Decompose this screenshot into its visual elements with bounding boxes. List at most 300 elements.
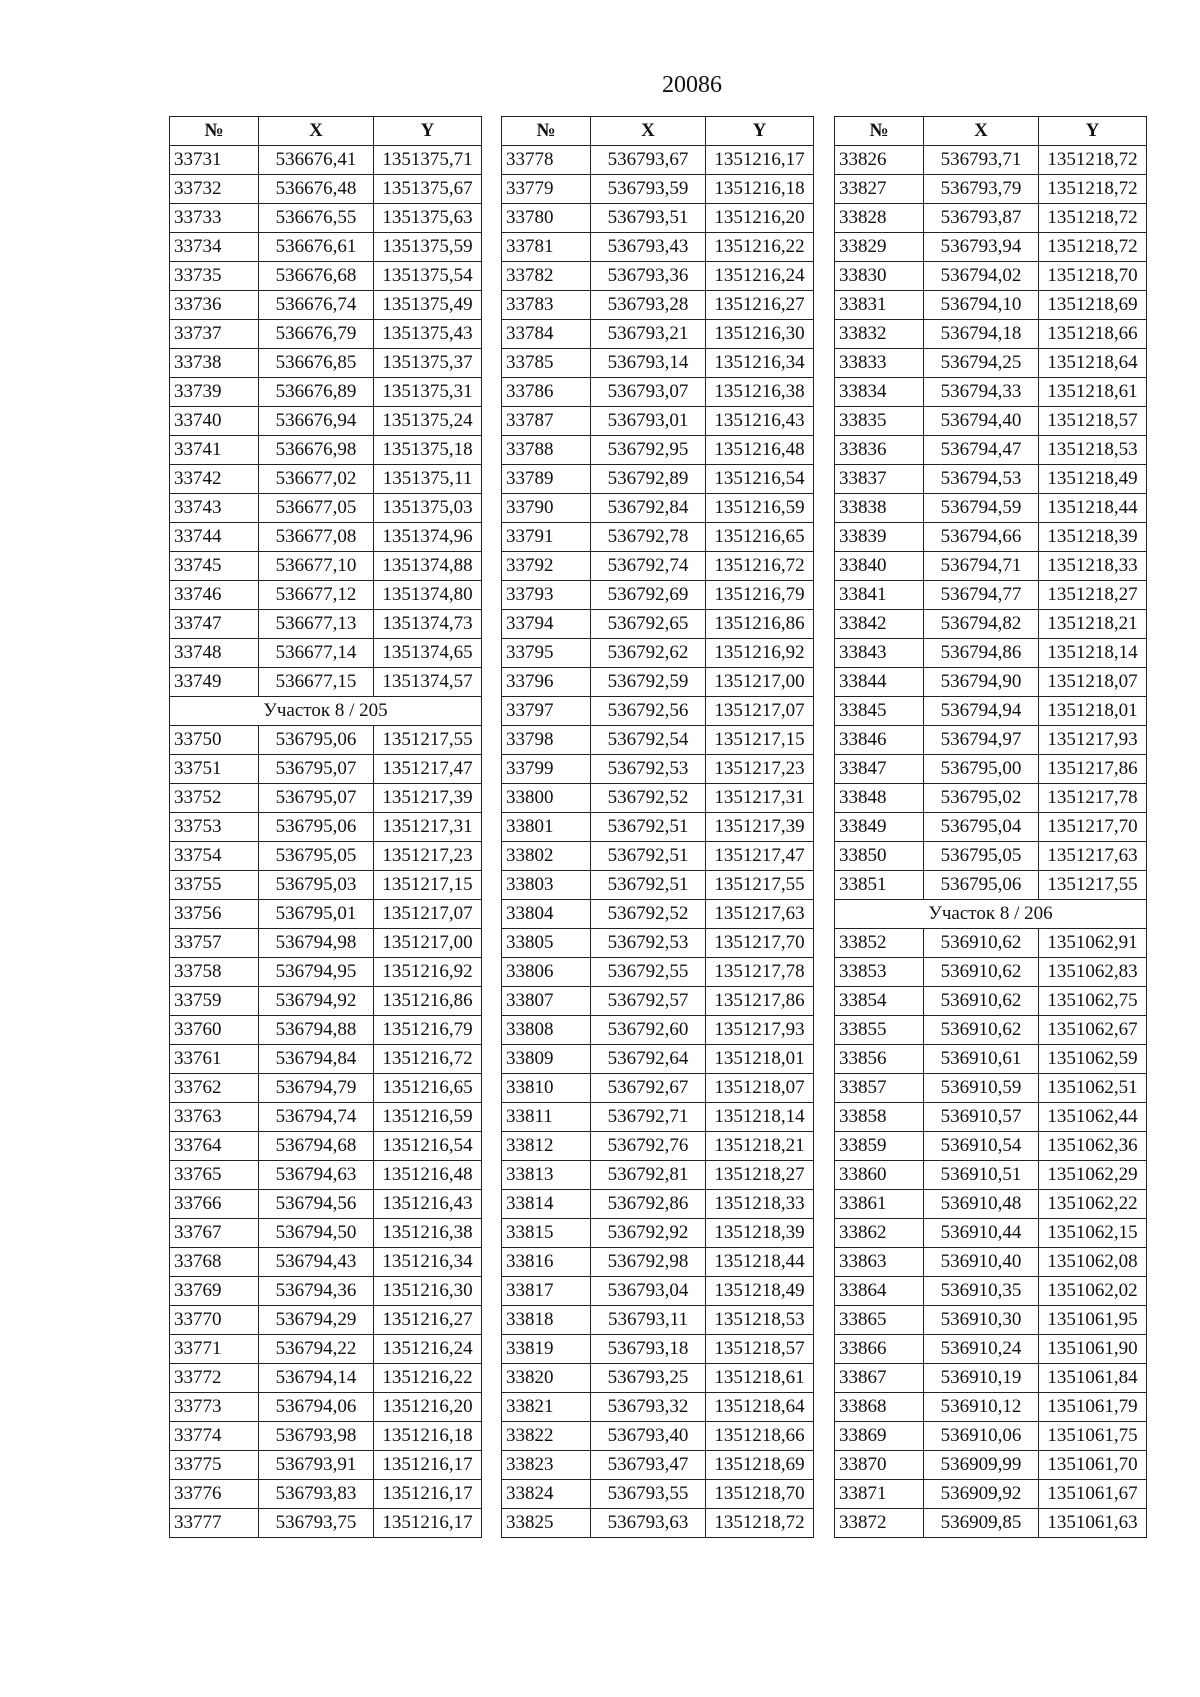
x-coordinate-cell: 536792,95 [591, 436, 706, 465]
point-number-cell: 33772 [170, 1364, 259, 1393]
table-row [835, 204, 1147, 233]
y-coordinate-cell: 1351218,57 [706, 1335, 814, 1364]
y-coordinate-cell: 1351374,73 [374, 610, 482, 639]
point-number-cell: 33789 [502, 465, 591, 494]
x-coordinate-cell: 536792,51 [591, 871, 706, 900]
table-row [502, 755, 814, 784]
x-coordinate-cell: 536792,92 [591, 1219, 706, 1248]
header-number: № [502, 117, 591, 146]
y-coordinate-cell: 1351216,65 [374, 1074, 482, 1103]
x-coordinate-cell: 536792,69 [591, 581, 706, 610]
x-coordinate-cell: 536792,51 [591, 813, 706, 842]
point-number-cell: 33750 [170, 726, 259, 755]
point-number-cell: 33843 [835, 639, 924, 668]
x-coordinate-cell: 536792,89 [591, 465, 706, 494]
point-number-cell: 33742 [170, 465, 259, 494]
x-coordinate-cell: 536793,87 [924, 204, 1039, 233]
x-coordinate-cell: 536794,29 [259, 1306, 374, 1335]
x-coordinate-cell: 536677,13 [259, 610, 374, 639]
point-number-cell: 33781 [502, 233, 591, 262]
y-coordinate-cell: 1351218,53 [706, 1306, 814, 1335]
point-number-cell: 33780 [502, 204, 591, 233]
table-row [502, 262, 814, 291]
y-coordinate-cell: 1351218,66 [1039, 320, 1147, 349]
table-row [170, 1103, 482, 1132]
y-coordinate-cell: 1351218,70 [706, 1480, 814, 1509]
point-number-cell: 33782 [502, 262, 591, 291]
y-coordinate-cell: 1351216,86 [706, 610, 814, 639]
y-coordinate-cell: 1351217,63 [706, 900, 814, 929]
point-number-cell: 33794 [502, 610, 591, 639]
x-coordinate-cell: 536792,55 [591, 958, 706, 987]
table-row [170, 1364, 482, 1393]
point-number-cell: 33822 [502, 1422, 591, 1451]
table-row [835, 929, 1147, 958]
table-row [835, 1045, 1147, 1074]
y-coordinate-cell: 1351375,63 [374, 204, 482, 233]
coordinate-table-2 [501, 116, 814, 1538]
point-number-cell: 33783 [502, 291, 591, 320]
y-coordinate-cell: 1351218,27 [706, 1161, 814, 1190]
point-number-cell: 33868 [835, 1393, 924, 1422]
y-coordinate-cell: 1351217,55 [374, 726, 482, 755]
header-x: X [259, 117, 374, 146]
table-row [835, 523, 1147, 552]
point-number-cell: 33869 [835, 1422, 924, 1451]
table-row [502, 494, 814, 523]
point-number-cell: 33833 [835, 349, 924, 378]
point-number-cell: 33815 [502, 1219, 591, 1248]
y-coordinate-cell: 1351374,96 [374, 523, 482, 552]
point-number-cell: 33817 [502, 1277, 591, 1306]
point-number-cell: 33743 [170, 494, 259, 523]
x-coordinate-cell: 536677,12 [259, 581, 374, 610]
point-number-cell: 33779 [502, 175, 591, 204]
table-header [170, 117, 482, 146]
table-row [170, 755, 482, 784]
point-number-cell: 33818 [502, 1306, 591, 1335]
point-number-cell: 33769 [170, 1277, 259, 1306]
table-row [835, 291, 1147, 320]
y-coordinate-cell: 1351218,72 [706, 1509, 814, 1538]
table-row [170, 349, 482, 378]
table-row [170, 1306, 482, 1335]
table-row [502, 813, 814, 842]
point-number-cell: 33861 [835, 1190, 924, 1219]
x-coordinate-cell: 536793,25 [591, 1364, 706, 1393]
y-coordinate-cell: 1351217,70 [1039, 813, 1147, 842]
table-row [502, 1364, 814, 1393]
point-number-cell: 33790 [502, 494, 591, 523]
point-number-cell: 33867 [835, 1364, 924, 1393]
x-coordinate-cell: 536793,36 [591, 262, 706, 291]
point-number-cell: 33872 [835, 1509, 924, 1538]
y-coordinate-cell: 1351217,00 [706, 668, 814, 697]
table-row [835, 1393, 1147, 1422]
y-coordinate-cell: 1351375,37 [374, 349, 482, 378]
point-number-cell: 33809 [502, 1045, 591, 1074]
table-row [170, 1045, 482, 1074]
y-coordinate-cell: 1351216,22 [374, 1364, 482, 1393]
table-row [170, 813, 482, 842]
header-x: X [591, 117, 706, 146]
table-row [502, 1509, 814, 1538]
table-row [170, 1248, 482, 1277]
point-number-cell: 33816 [502, 1248, 591, 1277]
y-coordinate-cell: 1351217,70 [706, 929, 814, 958]
point-number-cell: 33736 [170, 291, 259, 320]
y-coordinate-cell: 1351216,17 [374, 1509, 482, 1538]
x-coordinate-cell: 536793,55 [591, 1480, 706, 1509]
point-number-cell: 33826 [835, 146, 924, 175]
y-coordinate-cell: 1351216,54 [706, 465, 814, 494]
header-number: № [170, 117, 259, 146]
point-number-cell: 33814 [502, 1190, 591, 1219]
y-coordinate-cell: 1351375,49 [374, 291, 482, 320]
point-number-cell: 33860 [835, 1161, 924, 1190]
table-row [835, 1306, 1147, 1335]
point-number-cell: 33866 [835, 1335, 924, 1364]
header-y: Y [1039, 117, 1147, 146]
point-number-cell: 33849 [835, 813, 924, 842]
table-body [835, 146, 1147, 1538]
table-row [502, 1393, 814, 1422]
y-coordinate-cell: 1351062,83 [1039, 958, 1147, 987]
y-coordinate-cell: 1351375,54 [374, 262, 482, 291]
y-coordinate-cell: 1351216,72 [374, 1045, 482, 1074]
x-coordinate-cell: 536793,51 [591, 204, 706, 233]
x-coordinate-cell: 536793,91 [259, 1451, 374, 1480]
point-number-cell: 33845 [835, 697, 924, 726]
x-coordinate-cell: 536676,89 [259, 378, 374, 407]
x-coordinate-cell: 536677,14 [259, 639, 374, 668]
point-number-cell: 33842 [835, 610, 924, 639]
table-row [502, 1045, 814, 1074]
y-coordinate-cell: 1351218,01 [1039, 697, 1147, 726]
point-number-cell: 33859 [835, 1132, 924, 1161]
x-coordinate-cell: 536677,02 [259, 465, 374, 494]
table-row [170, 610, 482, 639]
table-row [502, 407, 814, 436]
x-coordinate-cell: 536794,59 [924, 494, 1039, 523]
point-number-cell: 33828 [835, 204, 924, 233]
x-coordinate-cell: 536795,01 [259, 900, 374, 929]
table-row [502, 1277, 814, 1306]
y-coordinate-cell: 1351216,24 [706, 262, 814, 291]
table-row [502, 697, 814, 726]
y-coordinate-cell: 1351061,84 [1039, 1364, 1147, 1393]
table-row [502, 1132, 814, 1161]
x-coordinate-cell: 536794,82 [924, 610, 1039, 639]
table-row [502, 1248, 814, 1277]
x-coordinate-cell: 536794,06 [259, 1393, 374, 1422]
point-number-cell: 33808 [502, 1016, 591, 1045]
table-row [835, 639, 1147, 668]
point-number-cell: 33858 [835, 1103, 924, 1132]
x-coordinate-cell: 536792,65 [591, 610, 706, 639]
y-coordinate-cell: 1351218,39 [1039, 523, 1147, 552]
table-row [502, 1219, 814, 1248]
table-row [835, 1364, 1147, 1393]
x-coordinate-cell: 536792,84 [591, 494, 706, 523]
table-row [502, 726, 814, 755]
y-coordinate-cell: 1351218,49 [706, 1277, 814, 1306]
x-coordinate-cell: 536676,55 [259, 204, 374, 233]
table-row [170, 233, 482, 262]
y-coordinate-cell: 1351216,72 [706, 552, 814, 581]
y-coordinate-cell: 1351218,49 [1039, 465, 1147, 494]
y-coordinate-cell: 1351217,39 [706, 813, 814, 842]
table-row [170, 639, 482, 668]
x-coordinate-cell: 536795,05 [259, 842, 374, 871]
x-coordinate-cell: 536792,59 [591, 668, 706, 697]
table-row [835, 1219, 1147, 1248]
table-row [835, 813, 1147, 842]
point-number-cell: 33756 [170, 900, 259, 929]
y-coordinate-cell: 1351374,88 [374, 552, 482, 581]
x-coordinate-cell: 536794,18 [924, 320, 1039, 349]
table-row [170, 929, 482, 958]
point-number-cell: 33827 [835, 175, 924, 204]
section-row [835, 900, 1147, 929]
x-coordinate-cell: 536794,22 [259, 1335, 374, 1364]
table-row [835, 1161, 1147, 1190]
page-number: 20086 [662, 72, 722, 98]
x-coordinate-cell: 536794,10 [924, 291, 1039, 320]
point-number-cell: 33851 [835, 871, 924, 900]
x-coordinate-cell: 536794,50 [259, 1219, 374, 1248]
y-coordinate-cell: 1351375,59 [374, 233, 482, 262]
y-coordinate-cell: 1351216,79 [374, 1016, 482, 1045]
point-number-cell: 33737 [170, 320, 259, 349]
table-row [835, 1277, 1147, 1306]
table-row [170, 1074, 482, 1103]
x-coordinate-cell: 536793,04 [591, 1277, 706, 1306]
y-coordinate-cell: 1351216,27 [374, 1306, 482, 1335]
point-number-cell: 33846 [835, 726, 924, 755]
table-row [170, 1335, 482, 1364]
y-coordinate-cell: 1351218,72 [1039, 204, 1147, 233]
x-coordinate-cell: 536793,98 [259, 1422, 374, 1451]
y-coordinate-cell: 1351061,70 [1039, 1451, 1147, 1480]
table-row [170, 1480, 482, 1509]
point-number-cell: 33739 [170, 378, 259, 407]
y-coordinate-cell: 1351218,64 [706, 1393, 814, 1422]
point-number-cell: 33870 [835, 1451, 924, 1480]
table-row [835, 1248, 1147, 1277]
point-number-cell: 33754 [170, 842, 259, 871]
point-number-cell: 33764 [170, 1132, 259, 1161]
x-coordinate-cell: 536794,63 [259, 1161, 374, 1190]
table-row [170, 842, 482, 871]
table-row [835, 233, 1147, 262]
point-number-cell: 33801 [502, 813, 591, 842]
y-coordinate-cell: 1351062,36 [1039, 1132, 1147, 1161]
x-coordinate-cell: 536792,53 [591, 929, 706, 958]
point-number-cell: 33749 [170, 668, 259, 697]
x-coordinate-cell: 536792,78 [591, 523, 706, 552]
y-coordinate-cell: 1351061,63 [1039, 1509, 1147, 1538]
y-coordinate-cell: 1351217,55 [1039, 871, 1147, 900]
table-body [502, 146, 814, 1538]
table-row [502, 1335, 814, 1364]
x-coordinate-cell: 536793,94 [924, 233, 1039, 262]
point-number-cell: 33734 [170, 233, 259, 262]
point-number-cell: 33733 [170, 204, 259, 233]
x-coordinate-cell: 536792,74 [591, 552, 706, 581]
table-row [170, 407, 482, 436]
x-coordinate-cell: 536677,08 [259, 523, 374, 552]
y-coordinate-cell: 1351374,80 [374, 581, 482, 610]
table-row [502, 320, 814, 349]
y-coordinate-cell: 1351216,20 [706, 204, 814, 233]
x-coordinate-cell: 536795,00 [924, 755, 1039, 784]
table-row [835, 842, 1147, 871]
x-coordinate-cell: 536793,59 [591, 175, 706, 204]
y-coordinate-cell: 1351375,71 [374, 146, 482, 175]
x-coordinate-cell: 536794,47 [924, 436, 1039, 465]
point-number-cell: 33762 [170, 1074, 259, 1103]
y-coordinate-cell: 1351061,95 [1039, 1306, 1147, 1335]
x-coordinate-cell: 536677,10 [259, 552, 374, 581]
table-row [835, 552, 1147, 581]
point-number-cell: 33770 [170, 1306, 259, 1335]
point-number-cell: 33837 [835, 465, 924, 494]
x-coordinate-cell: 536676,74 [259, 291, 374, 320]
table-row [170, 494, 482, 523]
y-coordinate-cell: 1351216,48 [706, 436, 814, 465]
point-number-cell: 33802 [502, 842, 591, 871]
y-coordinate-cell: 1351216,30 [374, 1277, 482, 1306]
x-coordinate-cell: 536793,40 [591, 1422, 706, 1451]
y-coordinate-cell: 1351375,03 [374, 494, 482, 523]
x-coordinate-cell: 536794,86 [924, 639, 1039, 668]
y-coordinate-cell: 1351217,23 [374, 842, 482, 871]
table-row [835, 987, 1147, 1016]
x-coordinate-cell: 536910,57 [924, 1103, 1039, 1132]
x-coordinate-cell: 536910,44 [924, 1219, 1039, 1248]
table-row [502, 987, 814, 1016]
table-row [502, 784, 814, 813]
point-number-cell: 33832 [835, 320, 924, 349]
table-row [170, 1016, 482, 1045]
y-coordinate-cell: 1351217,47 [374, 755, 482, 784]
point-number-cell: 33850 [835, 842, 924, 871]
x-coordinate-cell: 536795,02 [924, 784, 1039, 813]
table-row [170, 1132, 482, 1161]
table-row [170, 1161, 482, 1190]
point-number-cell: 33759 [170, 987, 259, 1016]
point-number-cell: 33748 [170, 639, 259, 668]
point-number-cell: 33819 [502, 1335, 591, 1364]
table-row [835, 494, 1147, 523]
x-coordinate-cell: 536793,21 [591, 320, 706, 349]
point-number-cell: 33820 [502, 1364, 591, 1393]
point-number-cell: 33797 [502, 697, 591, 726]
y-coordinate-cell: 1351218,53 [1039, 436, 1147, 465]
x-coordinate-cell: 536676,61 [259, 233, 374, 262]
point-number-cell: 33805 [502, 929, 591, 958]
x-coordinate-cell: 536792,62 [591, 639, 706, 668]
point-number-cell: 33785 [502, 349, 591, 378]
x-coordinate-cell: 536792,53 [591, 755, 706, 784]
y-coordinate-cell: 1351374,65 [374, 639, 482, 668]
point-number-cell: 33753 [170, 813, 259, 842]
x-coordinate-cell: 536910,62 [924, 958, 1039, 987]
y-coordinate-cell: 1351375,18 [374, 436, 482, 465]
point-number-cell: 33791 [502, 523, 591, 552]
table-body [170, 146, 482, 1538]
point-number-cell: 33787 [502, 407, 591, 436]
point-number-cell: 33830 [835, 262, 924, 291]
x-coordinate-cell: 536795,05 [924, 842, 1039, 871]
y-coordinate-cell: 1351217,00 [374, 929, 482, 958]
y-coordinate-cell: 1351217,86 [706, 987, 814, 1016]
y-coordinate-cell: 1351218,69 [706, 1451, 814, 1480]
y-coordinate-cell: 1351218,14 [706, 1103, 814, 1132]
x-coordinate-cell: 536794,33 [924, 378, 1039, 407]
point-number-cell: 33796 [502, 668, 591, 697]
table-row [502, 1480, 814, 1509]
y-coordinate-cell: 1351217,07 [374, 900, 482, 929]
table-row [835, 1103, 1147, 1132]
x-coordinate-cell: 536792,67 [591, 1074, 706, 1103]
y-coordinate-cell: 1351218,21 [706, 1132, 814, 1161]
table-row [170, 291, 482, 320]
point-number-cell: 33824 [502, 1480, 591, 1509]
y-coordinate-cell: 1351218,44 [1039, 494, 1147, 523]
point-number-cell: 33862 [835, 1219, 924, 1248]
table-row [170, 871, 482, 900]
point-number-cell: 33810 [502, 1074, 591, 1103]
point-number-cell: 33761 [170, 1045, 259, 1074]
point-number-cell: 33773 [170, 1393, 259, 1422]
x-coordinate-cell: 536676,41 [259, 146, 374, 175]
x-coordinate-cell: 536794,94 [924, 697, 1039, 726]
y-coordinate-cell: 1351061,90 [1039, 1335, 1147, 1364]
x-coordinate-cell: 536792,57 [591, 987, 706, 1016]
x-coordinate-cell: 536794,02 [924, 262, 1039, 291]
y-coordinate-cell: 1351216,24 [374, 1335, 482, 1364]
point-number-cell: 33821 [502, 1393, 591, 1422]
table-row [835, 1451, 1147, 1480]
table-row [835, 436, 1147, 465]
coordinate-table-1 [169, 116, 482, 1538]
point-number-cell: 33792 [502, 552, 591, 581]
table-row [835, 1509, 1147, 1538]
y-coordinate-cell: 1351062,44 [1039, 1103, 1147, 1132]
y-coordinate-cell: 1351218,70 [1039, 262, 1147, 291]
point-number-cell: 33731 [170, 146, 259, 175]
point-number-cell: 33786 [502, 378, 591, 407]
x-coordinate-cell: 536794,71 [924, 552, 1039, 581]
x-coordinate-cell: 536792,71 [591, 1103, 706, 1132]
x-coordinate-cell: 536910,06 [924, 1422, 1039, 1451]
y-coordinate-cell: 1351375,24 [374, 407, 482, 436]
table-row [835, 871, 1147, 900]
point-number-cell: 33812 [502, 1132, 591, 1161]
x-coordinate-cell: 536794,74 [259, 1103, 374, 1132]
x-coordinate-cell: 536792,76 [591, 1132, 706, 1161]
y-coordinate-cell: 1351061,75 [1039, 1422, 1147, 1451]
x-coordinate-cell: 536795,06 [259, 813, 374, 842]
table-row [502, 1161, 814, 1190]
x-coordinate-cell: 536794,56 [259, 1190, 374, 1219]
x-coordinate-cell: 536794,40 [924, 407, 1039, 436]
table-row [502, 668, 814, 697]
table-row [502, 1103, 814, 1132]
y-coordinate-cell: 1351216,18 [706, 175, 814, 204]
